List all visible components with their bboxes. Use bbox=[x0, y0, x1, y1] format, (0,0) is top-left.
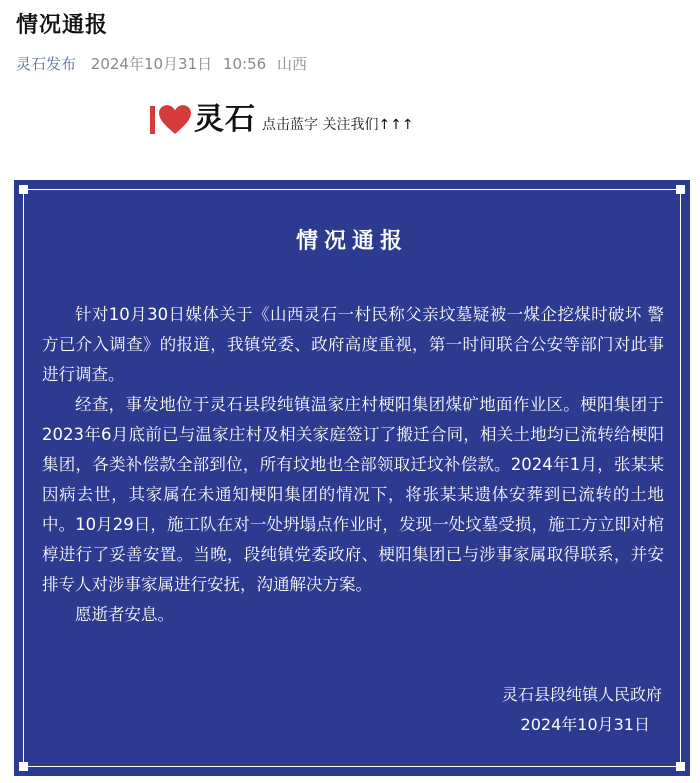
heart-icon bbox=[158, 103, 192, 137]
signature-org: 灵石县段纯镇人民政府 bbox=[501, 685, 662, 704]
publish-date: 2024年10月31日 bbox=[90, 55, 213, 73]
notice-body bbox=[42, 300, 664, 630]
account-name-link[interactable]: 灵石发布 bbox=[16, 55, 77, 73]
signature-date: 2024年10月31日 bbox=[520, 715, 650, 734]
notice-title: 情况通报 bbox=[295, 229, 408, 254]
notice-paragraph: 经查，事发地位于灵石县段纯镇温家庄村梗阳集团煤矿地面作业区。梗阳集团于2023年6月底前已与温家庄村及相关家庭签订了搬迁合同，相关土地均已流转给梗阳集团，各类补偿款全部到位，所有坟地也全部领取迁坟补偿款。2024年1月，张某某因病去世，其家属在未通知梗阳集团的情况下，将张某某遗体安葬到已流转的土地中。10月29日，施工队在对一处坍塌点作业时，发现一处坟墓受损，施工方立即对棺椁进行了妥善安置。当晚，段纯镇党委政府、梗阳集团已与涉事家属取得联系，并安排专人对涉事家属进行安抚，沟通解决方案。 bbox=[42, 395, 664, 594]
notice-paragraph: 愿逝者安息。 bbox=[75, 605, 174, 624]
notice-image bbox=[14, 180, 690, 776]
frame-corner-bottom-left bbox=[19, 762, 28, 771]
brand-name: 灵石 bbox=[194, 102, 256, 137]
publish-location: 山西 bbox=[276, 55, 307, 73]
frame-corner-top-right bbox=[676, 185, 685, 194]
follow-banner[interactable] bbox=[150, 103, 414, 137]
notice-signature bbox=[502, 680, 662, 740]
publish-time: 10:56 bbox=[222, 55, 267, 73]
article-meta bbox=[16, 53, 313, 74]
i-letter-mark bbox=[150, 106, 155, 134]
frame-corner-top-left bbox=[19, 185, 28, 194]
article-title: 情况通报 bbox=[16, 13, 109, 38]
frame-corner-bottom-right bbox=[676, 762, 685, 771]
notice-paragraph: 针对10月30日媒体关于《山西灵石一村民称父亲坟墓疑被一煤企挖煤时破坏 警方已介入调查》的报道，我镇党委、政府高度重视，第一时间联合公安等部门对此事进行调查。 bbox=[42, 305, 664, 384]
follow-hint: 点击蓝字 关注我们↑↑↑ bbox=[262, 117, 414, 133]
